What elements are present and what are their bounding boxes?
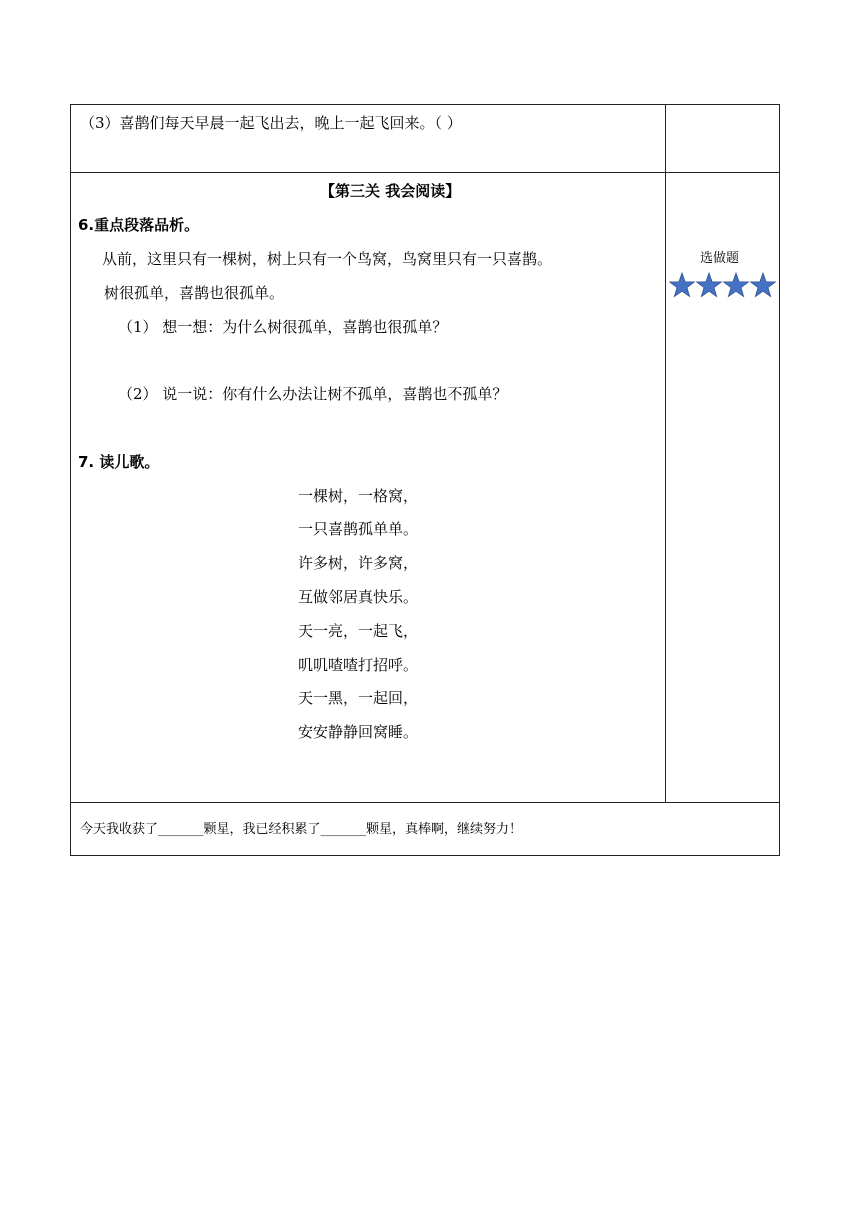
row-divider-2 xyxy=(70,802,780,803)
poem-line: 安安静静回窝睡。 xyxy=(298,723,419,741)
footer-summary: 今天我收获了_______颗星，我已经积累了_______颗星，真棒啊，继续努力！ xyxy=(80,822,523,837)
row-divider-1 xyxy=(70,172,780,173)
star-icon xyxy=(697,273,722,297)
poem-line: 许多树，许多窝， xyxy=(298,554,419,572)
optional-question-label: 选做题 xyxy=(700,251,740,266)
difficulty-stars xyxy=(669,270,777,300)
question-3-text: （3）喜鹊们每天早晨一起飞出去，晚上一起飞回来。（ ） xyxy=(80,114,462,132)
poem-line: 互做邻居真快乐。 xyxy=(298,588,419,606)
star-icon xyxy=(670,273,695,297)
star-icons xyxy=(669,270,777,300)
question-6-sub-1: （1） 想一想：为什么树很孤单，喜鹊也很孤单？ xyxy=(118,318,448,336)
column-divider xyxy=(665,104,666,802)
passage-line-2: 树很孤单，喜鹊也很孤单。 xyxy=(104,284,285,302)
question-7-heading: 7. 读儿歌。 xyxy=(78,453,160,471)
section-title: 【第三关 我会阅读】 xyxy=(320,182,461,200)
passage-line-1: 从前，这里只有一棵树，树上只有一个鸟窝，鸟窝里只有一只喜鹊。 xyxy=(102,250,553,268)
poem-line: 一棵树，一格窝， xyxy=(298,487,419,505)
star-icon xyxy=(751,273,776,297)
poem-line: 叽叽喳喳打招呼。 xyxy=(298,656,419,674)
question-6-sub-2: （2） 说一说：你有什么办法让树不孤单，喜鹊也不孤单？ xyxy=(118,385,508,403)
star-icon xyxy=(724,273,749,297)
poem-line: 一只喜鹊孤单单。 xyxy=(298,520,419,538)
question-6-heading: 6.重点段落品析。 xyxy=(78,216,200,234)
poem-line: 天一黑，一起回， xyxy=(298,689,419,707)
poem-line: 天一亮，一起飞， xyxy=(298,622,419,640)
